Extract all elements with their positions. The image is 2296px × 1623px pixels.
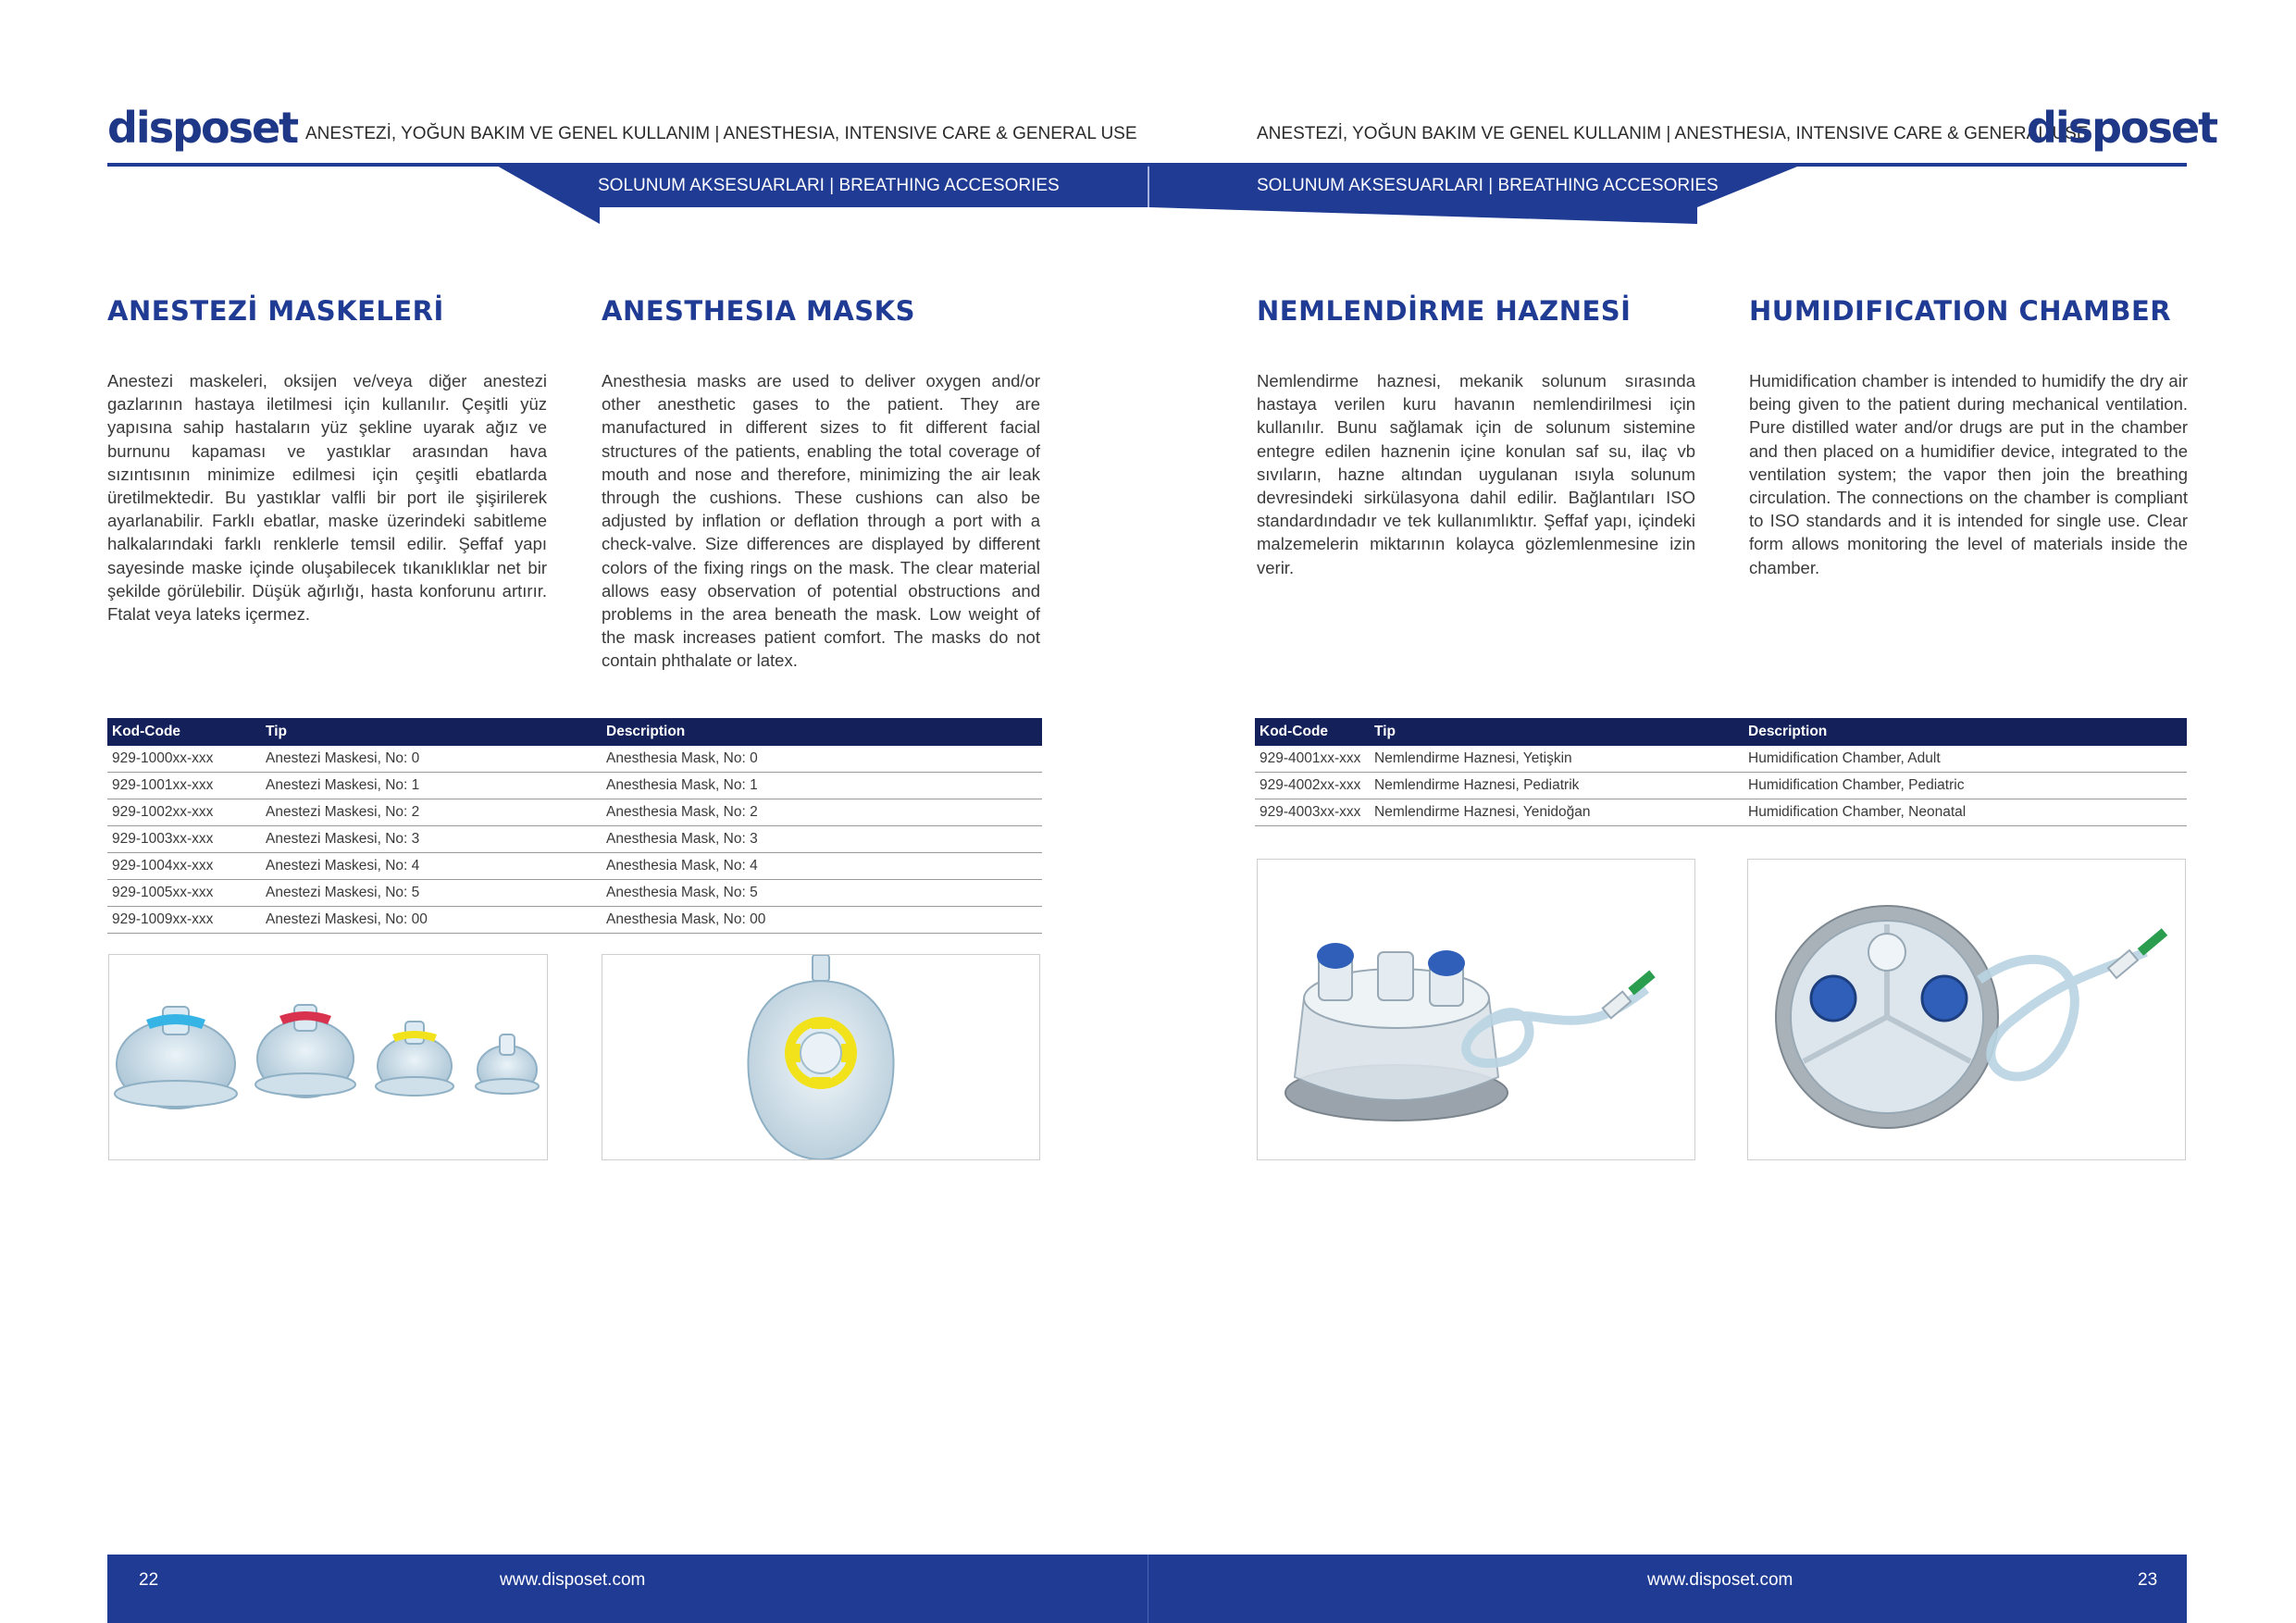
table-row bbox=[107, 907, 1042, 934]
product-table-masks bbox=[107, 718, 1042, 934]
website-link-right[interactable]: www.disposet.com bbox=[1647, 1570, 1793, 1590]
cell-code: 929-1003xx-xxx bbox=[107, 826, 261, 853]
product-image-chamber-top bbox=[1747, 859, 2186, 1160]
cell-description: Anesthesia Mask, No: 5 bbox=[602, 880, 1042, 907]
table-row bbox=[107, 799, 1042, 826]
table-row bbox=[107, 880, 1042, 907]
brand-logo-right: disposet bbox=[2027, 103, 2217, 153]
table-header-row bbox=[1255, 718, 2187, 746]
product-image-mask-front bbox=[602, 954, 1040, 1160]
brand-logo-left: disposet bbox=[107, 103, 298, 153]
product-image-chamber-side bbox=[1257, 859, 1695, 1160]
cell-type: Nemlendirme Haznesi, Pediatrik bbox=[1370, 773, 1744, 799]
website-link-left[interactable]: www.disposet.com bbox=[500, 1570, 646, 1590]
cell-type: Anestezi Maskesi, No: 2 bbox=[261, 799, 602, 826]
product-image-masks-set bbox=[108, 954, 548, 1160]
header-category-right: ANESTEZİ, YOĞUN BAKIM VE GENEL KULLANIM | ANESTHESIA, INTENSIVE CARE & GENERAL USE bbox=[1257, 124, 2089, 143]
cell-type: Anestezi Maskesi, No: 4 bbox=[261, 853, 602, 880]
col-header-type: Tip bbox=[1370, 718, 1744, 746]
table-row bbox=[107, 826, 1042, 853]
page-number-right: 23 bbox=[2138, 1570, 2158, 1590]
cell-description: Humidification Chamber, Pediatric bbox=[1744, 773, 2187, 799]
cell-code: 929-4002xx-xxx bbox=[1255, 773, 1370, 799]
table-header-row bbox=[107, 718, 1042, 746]
cell-description: Anesthesia Mask, No: 3 bbox=[602, 826, 1042, 853]
cell-code: 929-1001xx-xxx bbox=[107, 773, 261, 799]
table-row bbox=[1255, 799, 2187, 826]
col-header-type: Tip bbox=[261, 718, 602, 746]
col-header-code: Kod-Code bbox=[1255, 718, 1370, 746]
cell-code: 929-1002xx-xxx bbox=[107, 799, 261, 826]
body-text-tr-right: Nemlendirme haznesi, mekanik solunum sırasında hastaya verilen kuru havanın nemlendirilmesi için kullanılır. Bunu sağlamak için de solunum sistemine entegre edilen haznenin içine konulan saf su, ilaç vb sıvıların, hazne altından uygulanan ısıyla solunum devresindeki sirkülasyona dahil edilir. Bağlantıları ISO standardındadır ve tek kullanımlıktır. Şeffaf yapı, içindeki malzemelerin miktarının kolayca gözlemlenmesine izin verir. bbox=[1257, 371, 1695, 577]
cell-type: Anestezi Maskesi, No: 3 bbox=[261, 826, 602, 853]
cell-code: 929-1005xx-xxx bbox=[107, 880, 261, 907]
cell-description: Humidification Chamber, Neonatal bbox=[1744, 799, 2187, 826]
cell-description: Anesthesia Mask, No: 2 bbox=[602, 799, 1042, 826]
section-title-left: SOLUNUM AKSESUARLARI | BREATHING ACCESORIES bbox=[598, 176, 1060, 195]
page-number-left: 22 bbox=[139, 1570, 159, 1590]
col-header-description: Description bbox=[1744, 718, 2187, 746]
table-row bbox=[107, 853, 1042, 880]
table-row bbox=[1255, 746, 2187, 773]
cell-type: Nemlendirme Haznesi, Yetişkin bbox=[1370, 746, 1744, 773]
cell-code: 929-1004xx-xxx bbox=[107, 853, 261, 880]
body-text-tr-left: Anestezi maskeleri, oksijen ve/veya diğer anestezi gazlarının hastaya iletilmesi için kullanılır. Çeşitli yüz yapısına sahip hastaların yüz şekline uyarak ağız ve burnunu kapaması ve yastıklar arasından hava sızıntısının minimize edilmesi için çeşitli ebatlarda üretilmektedir. Bu yastıklar valfli bir port ile şişirilerek ayarlanabilir. Farklı ebatlar, maske üzerindeki sabitleme halkalarındaki farklı renklerle temsil edilir. Şeffaf yapı sayesinde maske içinde oluşabilecek tıkanıklıklar net bir şekilde görülebilir. Düşük ağırlığı, hasta konforunu artırır. Ftalat veya lateks içermez. bbox=[107, 371, 547, 625]
cell-code: 929-1009xx-xxx bbox=[107, 907, 261, 934]
cell-code: 929-4003xx-xxx bbox=[1255, 799, 1370, 826]
cell-type: Anestezi Maskesi, No: 00 bbox=[261, 907, 602, 934]
col-header-description: Description bbox=[602, 718, 1042, 746]
cell-description: Anesthesia Mask, No: 4 bbox=[602, 853, 1042, 880]
cell-description: Humidification Chamber, Adult bbox=[1744, 746, 2187, 773]
table-row bbox=[107, 746, 1042, 773]
heading-humidification-chamber: HUMIDIFICATION CHAMBER bbox=[1749, 295, 2172, 327]
product-table-humidifier bbox=[1255, 718, 2187, 826]
section-title-right: SOLUNUM AKSESUARLARI | BREATHING ACCESORIES bbox=[1257, 176, 1719, 195]
col-header-code: Kod-Code bbox=[107, 718, 261, 746]
heading-anestezi-maskeleri: ANESTEZİ MASKELERİ bbox=[107, 295, 444, 327]
table-row bbox=[1255, 773, 2187, 799]
cell-type: Anestezi Maskesi, No: 5 bbox=[261, 880, 602, 907]
cell-description: Anesthesia Mask, No: 1 bbox=[602, 773, 1042, 799]
cell-type: Nemlendirme Haznesi, Yenidoğan bbox=[1370, 799, 1744, 826]
table-row bbox=[107, 773, 1042, 799]
cell-code: 929-1000xx-xxx bbox=[107, 746, 261, 773]
cell-description: Anesthesia Mask, No: 0 bbox=[602, 746, 1042, 773]
body-text-en-left: Anesthesia masks are used to deliver oxygen and/or other anesthetic gases to the patient. They are manufactured in different sizes to fit different facial structures of the patients, enabling the total coverage of mouth and nose and therefore, minimizing the air leak through the cushions. These cushions can also be adjusted by inflation or deflation through a port with a check-valve. Size differences are displayed by different colors of the fixing rings on the mask. The clear material allows easy observation of potential obstructions and problems in the area beneath the mask. Low weight of the mask increases patient comfort. The masks do not contain phthalate or latex. bbox=[602, 371, 1040, 671]
cell-type: Anestezi Maskesi, No: 0 bbox=[261, 746, 602, 773]
cell-description: Anesthesia Mask, No: 00 bbox=[602, 907, 1042, 934]
header-category-left: ANESTEZİ, YOĞUN BAKIM VE GENEL KULLANIM | ANESTHESIA, INTENSIVE CARE & GENERAL USE bbox=[305, 124, 1137, 143]
heading-nemlendirme-haznesi: NEMLENDİRME HAZNESİ bbox=[1257, 295, 1632, 327]
heading-anesthesia-masks: ANESTHESIA MASKS bbox=[602, 295, 916, 327]
section-band-shape bbox=[0, 0, 2296, 231]
body-text-en-right: Humidification chamber is intended to humidify the dry air being given to the patient during mechanical ventilation. Pure distilled water and/or drugs are put in the chamber and then placed on a humidifier device, integrated to the ventilation system; the vapor then join the breathing circulation. The connections on the chamber is compliant to ISO standards and it is intended for single use. Clear form allows monitoring the level of materials inside the chamber. bbox=[1749, 371, 2188, 577]
cell-code: 929-4001xx-xxx bbox=[1255, 746, 1370, 773]
cell-type: Anestezi Maskesi, No: 1 bbox=[261, 773, 602, 799]
